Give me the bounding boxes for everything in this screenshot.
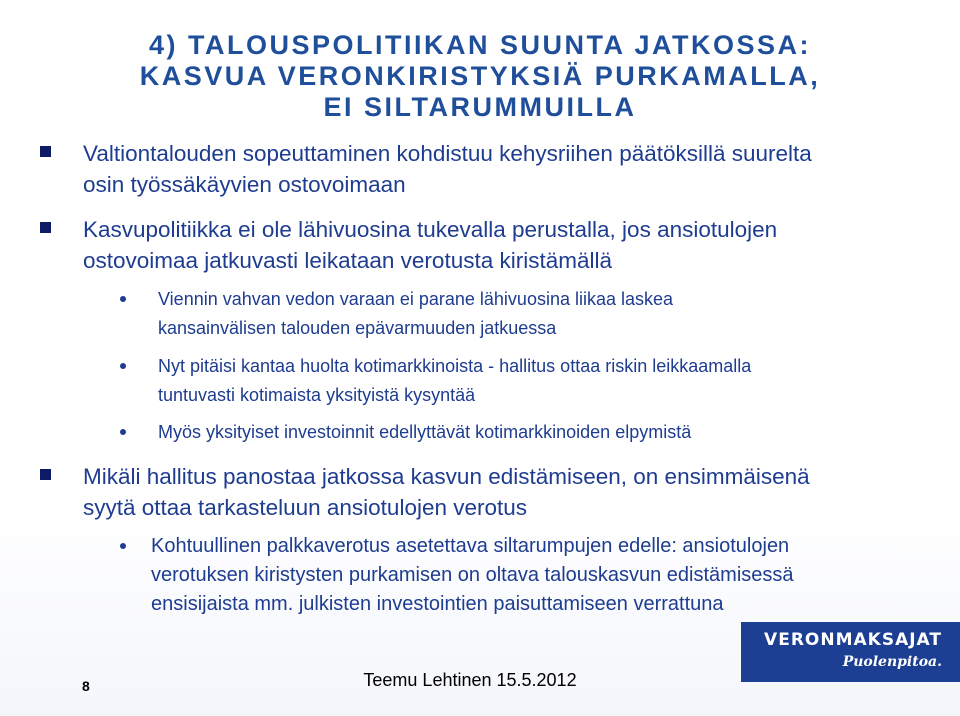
bullet-text [83,138,945,200]
logo-tagline: Puolenpitoa. [842,654,942,670]
logo-name: VERONMAKSAJAT [764,630,942,650]
dot-bullet-icon [120,429,126,435]
square-bullet-icon [40,222,51,233]
footer-author-date: Teemu Lehtinen 15.5.2012 [363,670,577,690]
bullet-text [83,461,945,523]
sub-bullet-line: Myös yksityiset investoinnit edellyttävät kotimarkkinoiden elpymistä [158,422,692,442]
page-number: 8 [82,678,90,694]
sub-bullet-line: tuntuvasti kotimaista yksityistä kysyntää [158,385,476,405]
sub-bullet-text [151,532,950,619]
title-line: KASVUA VERONKIRISTYKSIÄ PURKAMALLA, [139,61,821,91]
sub-bullet-line: Kohtuullinen palkkaverotus asetettava siltarumpujen edelle: ansiotulojen [151,535,790,557]
bullet-line: Valtiontalouden sopeuttaminen kohdistuu kehysriihen päätöksillä suurelta [83,141,812,166]
sub-bullet-text [158,352,950,410]
bullet-line: ostovoimaa jatkuvasti leikataan verotusta kiristämällä [83,248,612,273]
square-bullet-icon [40,146,51,157]
title-line: 4) TALOUSPOLITIIKAN SUUNTA JATKOSSA: [149,30,811,60]
sub-bullet-line: Nyt pitäisi kantaa huolta kotimarkkinoista - hallitus ottaa riskin leikkaamalla [158,356,752,376]
sub-bullet-line: kansainvälisen talouden epävarmuuden jatkuessa [158,318,557,338]
sub-bullet-line: Viennin vahvan vedon varaan ei parane lähivuosina liikaa laskea [158,289,674,309]
bullet-line: Kasvupolitiikka ei ole lähivuosina tukevalla perustalla, jos ansiotulojen [83,217,778,242]
dot-bullet-icon [120,363,126,369]
bullet-text [83,214,945,276]
veronmaksajat-logo [741,622,960,682]
dot-bullet-icon [120,296,126,302]
slide-title [0,30,960,123]
bullet-line: osin työssäkäyvien ostovoimaan [83,172,406,197]
sub-bullet-line: verotuksen kiristysten purkamisen on oltava talouskasvun edistämisessä [151,564,794,586]
dot-bullet-icon [120,543,126,549]
sub-bullet-line: ensisijaista mm. julkisten investointien paisuttamiseen verrattuna [151,593,724,615]
bullet-line: Mikäli hallitus panostaa jatkossa kasvun edistämiseen, on ensimmäisenä [83,464,810,489]
title-line: EI SILTARUMMUILLA [323,92,637,122]
sub-bullet-text [158,285,950,343]
sub-bullet-text [158,418,950,447]
square-bullet-icon [40,469,51,480]
bullet-line: syytä ottaa tarkasteluun ansiotulojen verotus [83,495,528,520]
